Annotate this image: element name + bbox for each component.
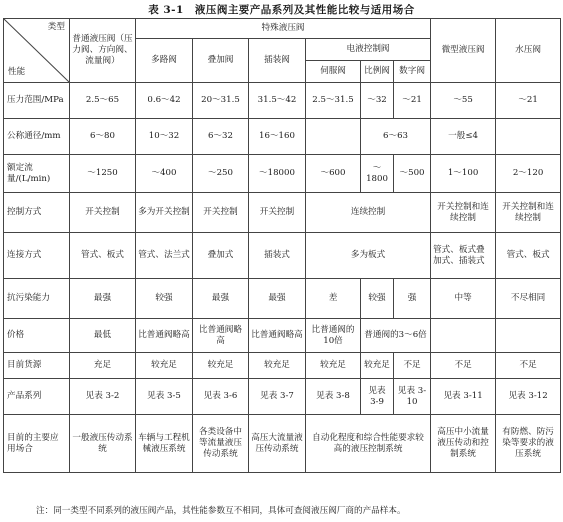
cell: 管式、板式 [496, 233, 561, 279]
cell: 较强 [361, 279, 394, 319]
header-row-1 [4, 19, 561, 39]
cell: 多为板式 [306, 233, 431, 279]
row-label: 额定流量/(L/min) [4, 155, 70, 193]
cell: 比普通阀略高 [136, 319, 193, 353]
row-control [4, 193, 561, 233]
cell: 比普通阀略高 [193, 319, 249, 353]
cell: 开关控制和连续控制 [431, 193, 496, 233]
cell [496, 319, 561, 353]
cell: 强 [394, 279, 431, 319]
row-label: 价格 [4, 319, 70, 353]
table-title: 表 3-1 液压阀主要产品系列及其性能比较与适用场合 [148, 4, 415, 16]
row-label: 公称通径/mm [4, 119, 70, 155]
row-connection [4, 233, 561, 279]
corner-header-cell [4, 19, 70, 83]
cell: 自动化程度和综合性能要求较高的液压控制系统 [306, 415, 431, 473]
cell: 叠加式 [193, 233, 249, 279]
cell: 2.5～31.5 [306, 83, 361, 119]
cell: 见表 3-10 [394, 379, 431, 415]
cell: ～250 [193, 155, 249, 193]
cell: 差 [306, 279, 361, 319]
cell: 较强 [136, 279, 193, 319]
cell: 见表 3-9 [361, 379, 394, 415]
cell: 见表 3-7 [249, 379, 306, 415]
cell: 开关控制 [70, 193, 136, 233]
cell: 管式、板式叠加式、插装式 [431, 233, 496, 279]
cell: 较充足 [136, 353, 193, 379]
row-supply [4, 353, 561, 379]
cell: 31.5～42 [249, 83, 306, 119]
cell: 不足 [431, 353, 496, 379]
cell [431, 319, 496, 353]
cell: 比普通阀的10倍 [306, 319, 361, 353]
cell: 较充足 [361, 353, 394, 379]
cell: 较充足 [249, 353, 306, 379]
row-label: 压力范围/MPa [4, 83, 70, 119]
header-electro-control-valve: 电液控制阀 [306, 39, 431, 61]
cell: ～21 [496, 83, 561, 119]
cell: ～500 [394, 155, 431, 193]
cell: ～32 [361, 83, 394, 119]
cell: 6～80 [70, 119, 136, 155]
row-flow [4, 155, 561, 193]
cell: 高压中小流量液压传动和控制系统 [431, 415, 496, 473]
cell: 管式、法兰式 [136, 233, 193, 279]
cell [496, 119, 561, 155]
row-label: 控制方式 [4, 193, 70, 233]
header-stacking-valve: 叠加阀 [193, 39, 249, 83]
header-digital-valve: 数字阀 [394, 61, 431, 83]
row-label: 产品系列 [4, 379, 70, 415]
cell: 普通阀的3～6倍 [361, 319, 431, 353]
cell: 充足 [70, 353, 136, 379]
cell: ～1800 [361, 155, 394, 193]
cell: 20～31.5 [193, 83, 249, 119]
cell: ～55 [431, 83, 496, 119]
cell: 0.6～42 [136, 83, 193, 119]
cell: 车辆与工程机械液压系统 [136, 415, 193, 473]
header-special-valve: 特殊液压阀 [136, 19, 431, 39]
row-label: 目前的主要应用场合 [4, 415, 70, 473]
cell: 各类设备中等流量液压传动系统 [193, 415, 249, 473]
cell: ～600 [306, 155, 361, 193]
table-note: 注：同一类型不同系列的液压阀产品，其性能参数互不相同，具体可查阅液压阀厂商的产品样本。 [36, 506, 406, 516]
cell: 见表 3-2 [70, 379, 136, 415]
header-servo-valve: 伺服阀 [306, 61, 361, 83]
cell: ～1250 [70, 155, 136, 193]
row-diameter [4, 119, 561, 155]
cell: ～21 [394, 83, 431, 119]
row-contamination [4, 279, 561, 319]
cell: 见表 3-5 [136, 379, 193, 415]
cell: 不足 [496, 353, 561, 379]
header-proportional-valve: 比例阀 [361, 61, 394, 83]
cell: 见表 3-8 [306, 379, 361, 415]
cell: 中等 [431, 279, 496, 319]
cell: 最低 [70, 319, 136, 353]
row-label: 连接方式 [4, 233, 70, 279]
corner-type-label: 类型 [47, 22, 65, 32]
cell: 高压大流量液压传动系统 [249, 415, 306, 473]
cell: 开关控制 [249, 193, 306, 233]
row-pressure [4, 83, 561, 119]
cell: 见表 3-12 [496, 379, 561, 415]
row-price [4, 319, 561, 353]
cell: 不足 [394, 353, 431, 379]
cell: 开关控制 [193, 193, 249, 233]
row-label: 目前货源 [4, 353, 70, 379]
cell: 一般≤4 [431, 119, 496, 155]
cell: 6～63 [361, 119, 431, 155]
header-general-valve: 普通液压阀（压力阀、方向阀、流量阀） [70, 19, 136, 83]
cell: 插装式 [249, 233, 306, 279]
cell: ～400 [136, 155, 193, 193]
cell: 比普通阀略高 [249, 319, 306, 353]
row-application [4, 415, 561, 473]
cell: 较充足 [306, 353, 361, 379]
header-cartridge-valve: 插装阀 [249, 39, 306, 83]
cell: 较充足 [193, 353, 249, 379]
cell: 16～160 [249, 119, 306, 155]
cell: 最强 [70, 279, 136, 319]
cell: 2.5～65 [70, 83, 136, 119]
cell: ～18000 [249, 155, 306, 193]
cell: 管式、板式 [70, 233, 136, 279]
cell: 6～32 [193, 119, 249, 155]
cell: 最强 [249, 279, 306, 319]
cell: 不尽相同 [496, 279, 561, 319]
header-multi-way-valve: 多路阀 [136, 39, 193, 83]
cell: 有防燃、防污染等要求的液压系统 [496, 415, 561, 473]
header-water-valve: 水压阀 [496, 19, 561, 83]
cell: 见表 3-6 [193, 379, 249, 415]
cell: 10～32 [136, 119, 193, 155]
header-micro-valve: 微型液压阀 [431, 19, 496, 83]
row-label: 抗污染能力 [4, 279, 70, 319]
cell: 连续控制 [306, 193, 431, 233]
cell: 最强 [193, 279, 249, 319]
cell: 多为开关控制 [136, 193, 193, 233]
cell: 见表 3-11 [431, 379, 496, 415]
corner-performance-label: 性能 [8, 67, 26, 78]
valve-comparison-table [3, 18, 561, 473]
cell: 一般液压传动系统 [70, 415, 136, 473]
cell: 1～100 [431, 155, 496, 193]
cell: 开关控制和连续控制 [496, 193, 561, 233]
cell [306, 119, 361, 155]
cell: 2～120 [496, 155, 561, 193]
row-series [4, 379, 561, 415]
